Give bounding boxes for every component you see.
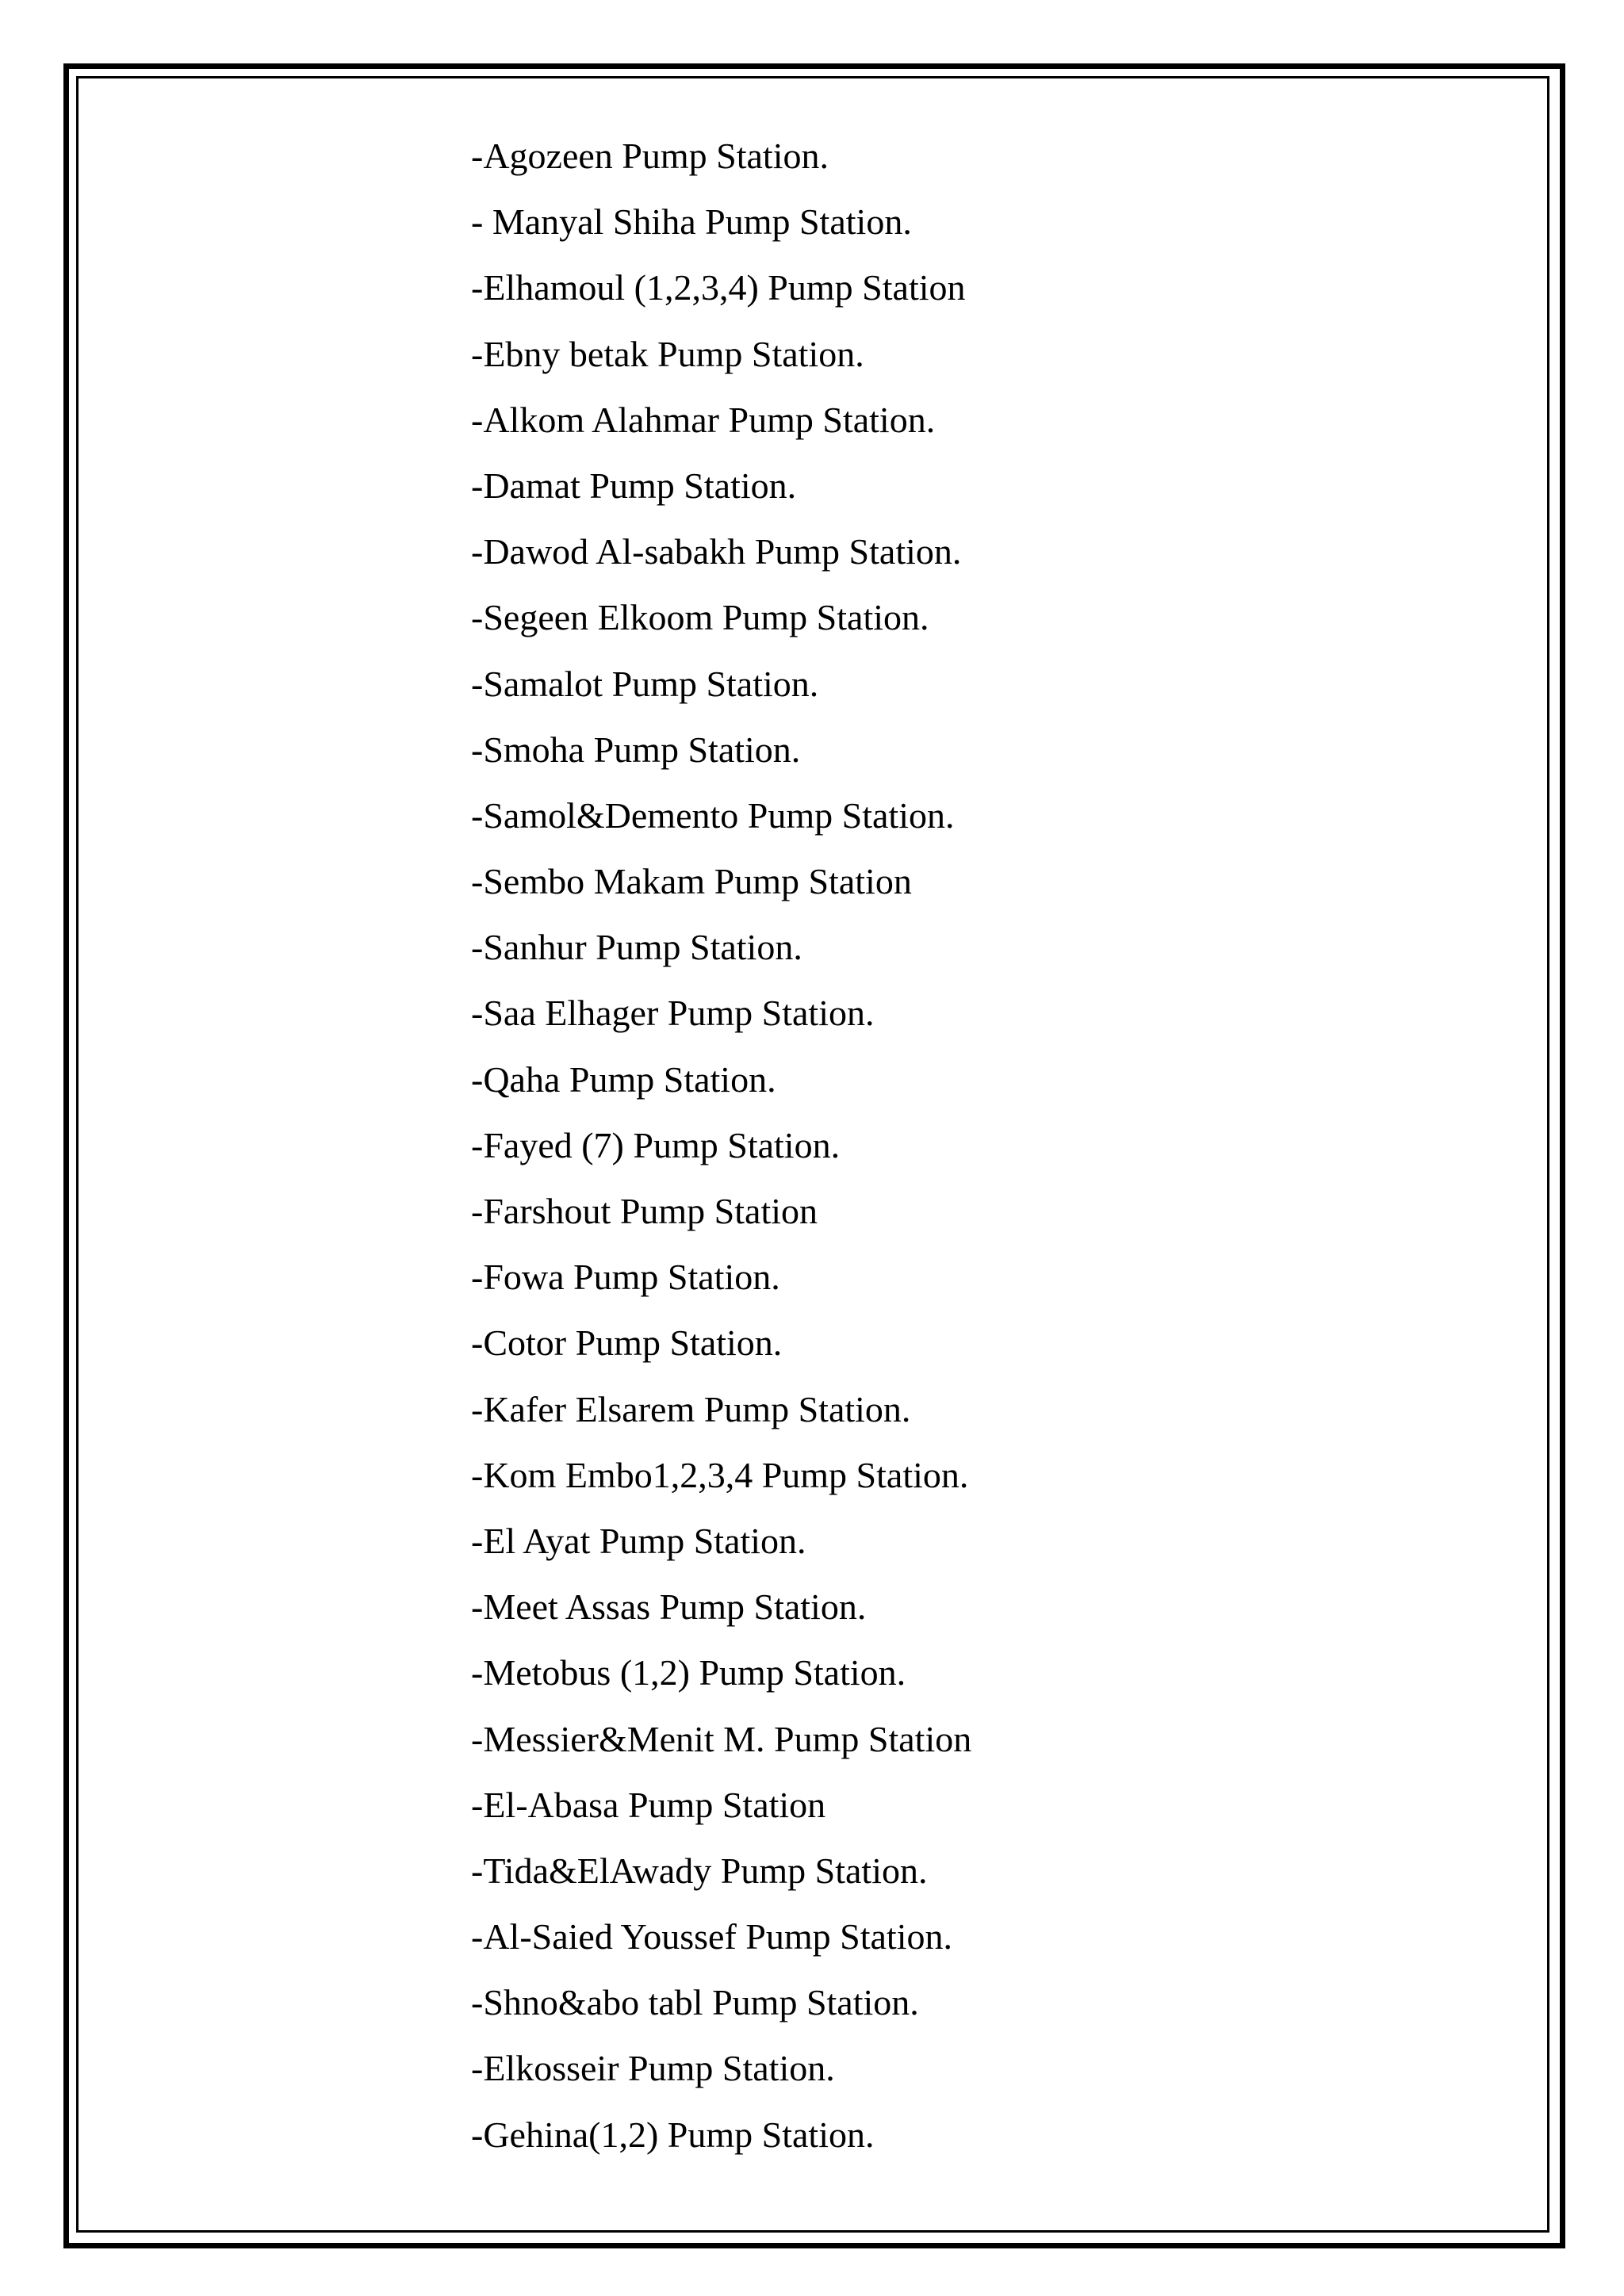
list-item: -Qaha Pump Station.	[471, 1058, 776, 1100]
list-item: -Al-Saied Youssef Pump Station.	[471, 1916, 952, 1957]
list-item: -Messier&Menit M. Pump Station	[471, 1718, 972, 1759]
list-item: -Shno&abo tabl Pump Station.	[471, 1982, 919, 2023]
list-item: -Tida&ElAwady Pump Station.	[471, 1850, 928, 1891]
list-item: -Fayed (7) Pump Station.	[471, 1124, 841, 1165]
list-item: -Farshout Pump Station	[471, 1191, 818, 1231]
list-item: -El-Abasa Pump Station	[471, 1784, 826, 1825]
list-item: -Sanhur Pump Station.	[471, 927, 802, 968]
list-item: -Dawod Al-sabakh Pump Station.	[471, 531, 962, 572]
list-item: -Kom Embo1,2,3,4 Pump Station.	[471, 1454, 969, 1495]
list-item: -Metobus (1,2) Pump Station.	[471, 1652, 906, 1693]
list-item: -Samalot Pump Station.	[471, 663, 819, 704]
list-item: -Alkom Alahmar Pump Station.	[471, 399, 936, 440]
list-item: -Agozeen Pump Station.	[471, 136, 829, 176]
list-item: -Damat Pump Station.	[471, 465, 797, 506]
list-item: -Segeen Elkoom Pump Station.	[471, 597, 929, 638]
list-item: -Kafer Elsarem Pump Station.	[471, 1388, 911, 1429]
list-item: -Smoha Pump Station.	[471, 729, 801, 770]
list-item: -Fowa Pump Station.	[471, 1257, 780, 1298]
list-item: -Samol&Demento Pump Station.	[471, 794, 955, 836]
list-item: -Ebny betak Pump Station.	[471, 333, 864, 374]
list-item: -Gehina(1,2) Pump Station.	[471, 2114, 875, 2155]
list-item: -Saa Elhager Pump Station.	[471, 993, 875, 1034]
pump-station-list	[471, 123, 971, 2168]
list-item: -El Ayat Pump Station.	[471, 1520, 806, 1561]
list-item: -Elkosseir Pump Station.	[471, 2048, 835, 2089]
list-item: -Sembo Makam Pump Station	[471, 861, 912, 902]
list-item: -Cotor Pump Station.	[471, 1322, 783, 1364]
list-item: -Elhamoul (1,2,3,4) Pump Station	[471, 267, 966, 308]
list-item: -Meet Assas Pump Station.	[471, 1586, 867, 1628]
list-item: - Manyal Shiha Pump Station.	[471, 201, 912, 243]
